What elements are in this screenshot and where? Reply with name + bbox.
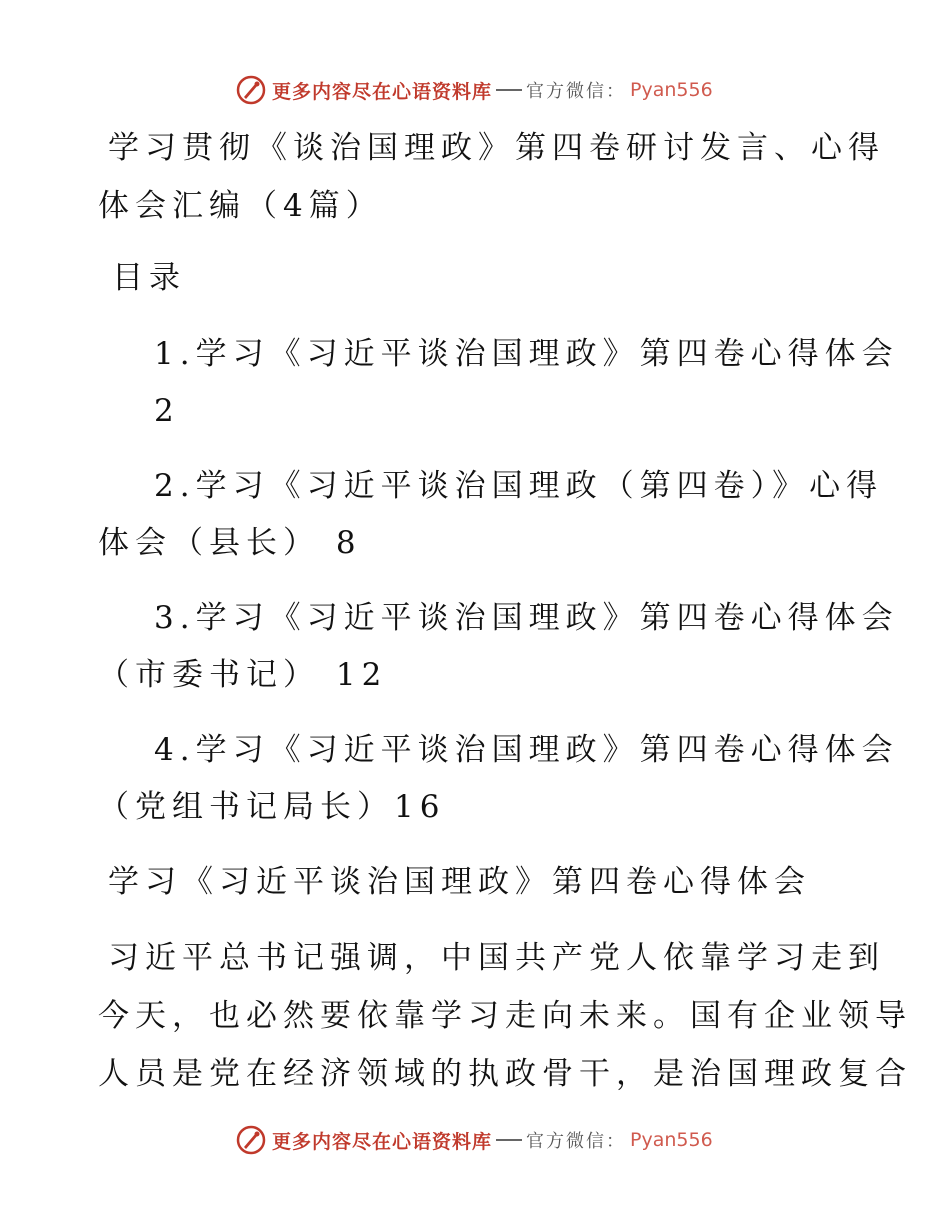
footer-watermark xyxy=(236,1123,713,1157)
toc-entry-1-page[interactable]: 2 xyxy=(154,393,180,429)
body-line-1: 习近平总书记强调，中国共产党人依靠学习走到 xyxy=(108,940,885,976)
document-title-line-2: 体会汇编（4篇） xyxy=(98,188,383,224)
toc-heading: 目录 xyxy=(112,260,186,296)
toc-entry-2-line-1[interactable]: 2.学习《习近平谈治国理政（第四卷）》心得 xyxy=(154,468,884,504)
watermark-account: Pyan556 xyxy=(630,1129,713,1151)
watermark-official: 官方微信： xyxy=(526,81,627,102)
watermark-brand: 更多内容尽在心语资料库 xyxy=(272,80,493,103)
watermark-account: Pyan556 xyxy=(630,79,713,101)
toc-entry-3-line-1[interactable]: 3.学习《习近平谈治国理政》第四卷心得体会 xyxy=(154,600,899,636)
section-heading: 学习《习近平谈治国理政》第四卷心得体会 xyxy=(108,864,811,900)
quill-logo-icon xyxy=(236,1125,266,1155)
body-line-2: 今天，也必然要依靠学习走向未来。国有企业领导 xyxy=(98,998,912,1034)
toc-entry-4-line-2[interactable]: （党组书记局长）16 xyxy=(98,789,446,825)
header-watermark xyxy=(236,73,713,107)
toc-entry-2-line-2[interactable]: 体会（县长） 8 xyxy=(98,525,362,561)
toc-entry-3-line-2[interactable]: （市委书记） 12 xyxy=(98,657,388,693)
toc-entry-1-line-1[interactable]: 1.学习《习近平谈治国理政》第四卷心得体会 xyxy=(154,336,899,372)
watermark-dash xyxy=(496,89,522,91)
watermark-brand: 更多内容尽在心语资料库 xyxy=(272,1130,493,1153)
document-title-line-1: 学习贯彻《谈治国理政》第四卷研讨发言、心得 xyxy=(108,130,885,166)
watermark-official: 官方微信： xyxy=(526,1131,627,1152)
quill-logo-icon xyxy=(236,75,266,105)
toc-entry-4-line-1[interactable]: 4.学习《习近平谈治国理政》第四卷心得体会 xyxy=(154,732,899,768)
body-line-3: 人员是党在经济领域的执政骨干，是治国理政复合 xyxy=(98,1056,912,1092)
watermark-dash xyxy=(496,1139,522,1141)
